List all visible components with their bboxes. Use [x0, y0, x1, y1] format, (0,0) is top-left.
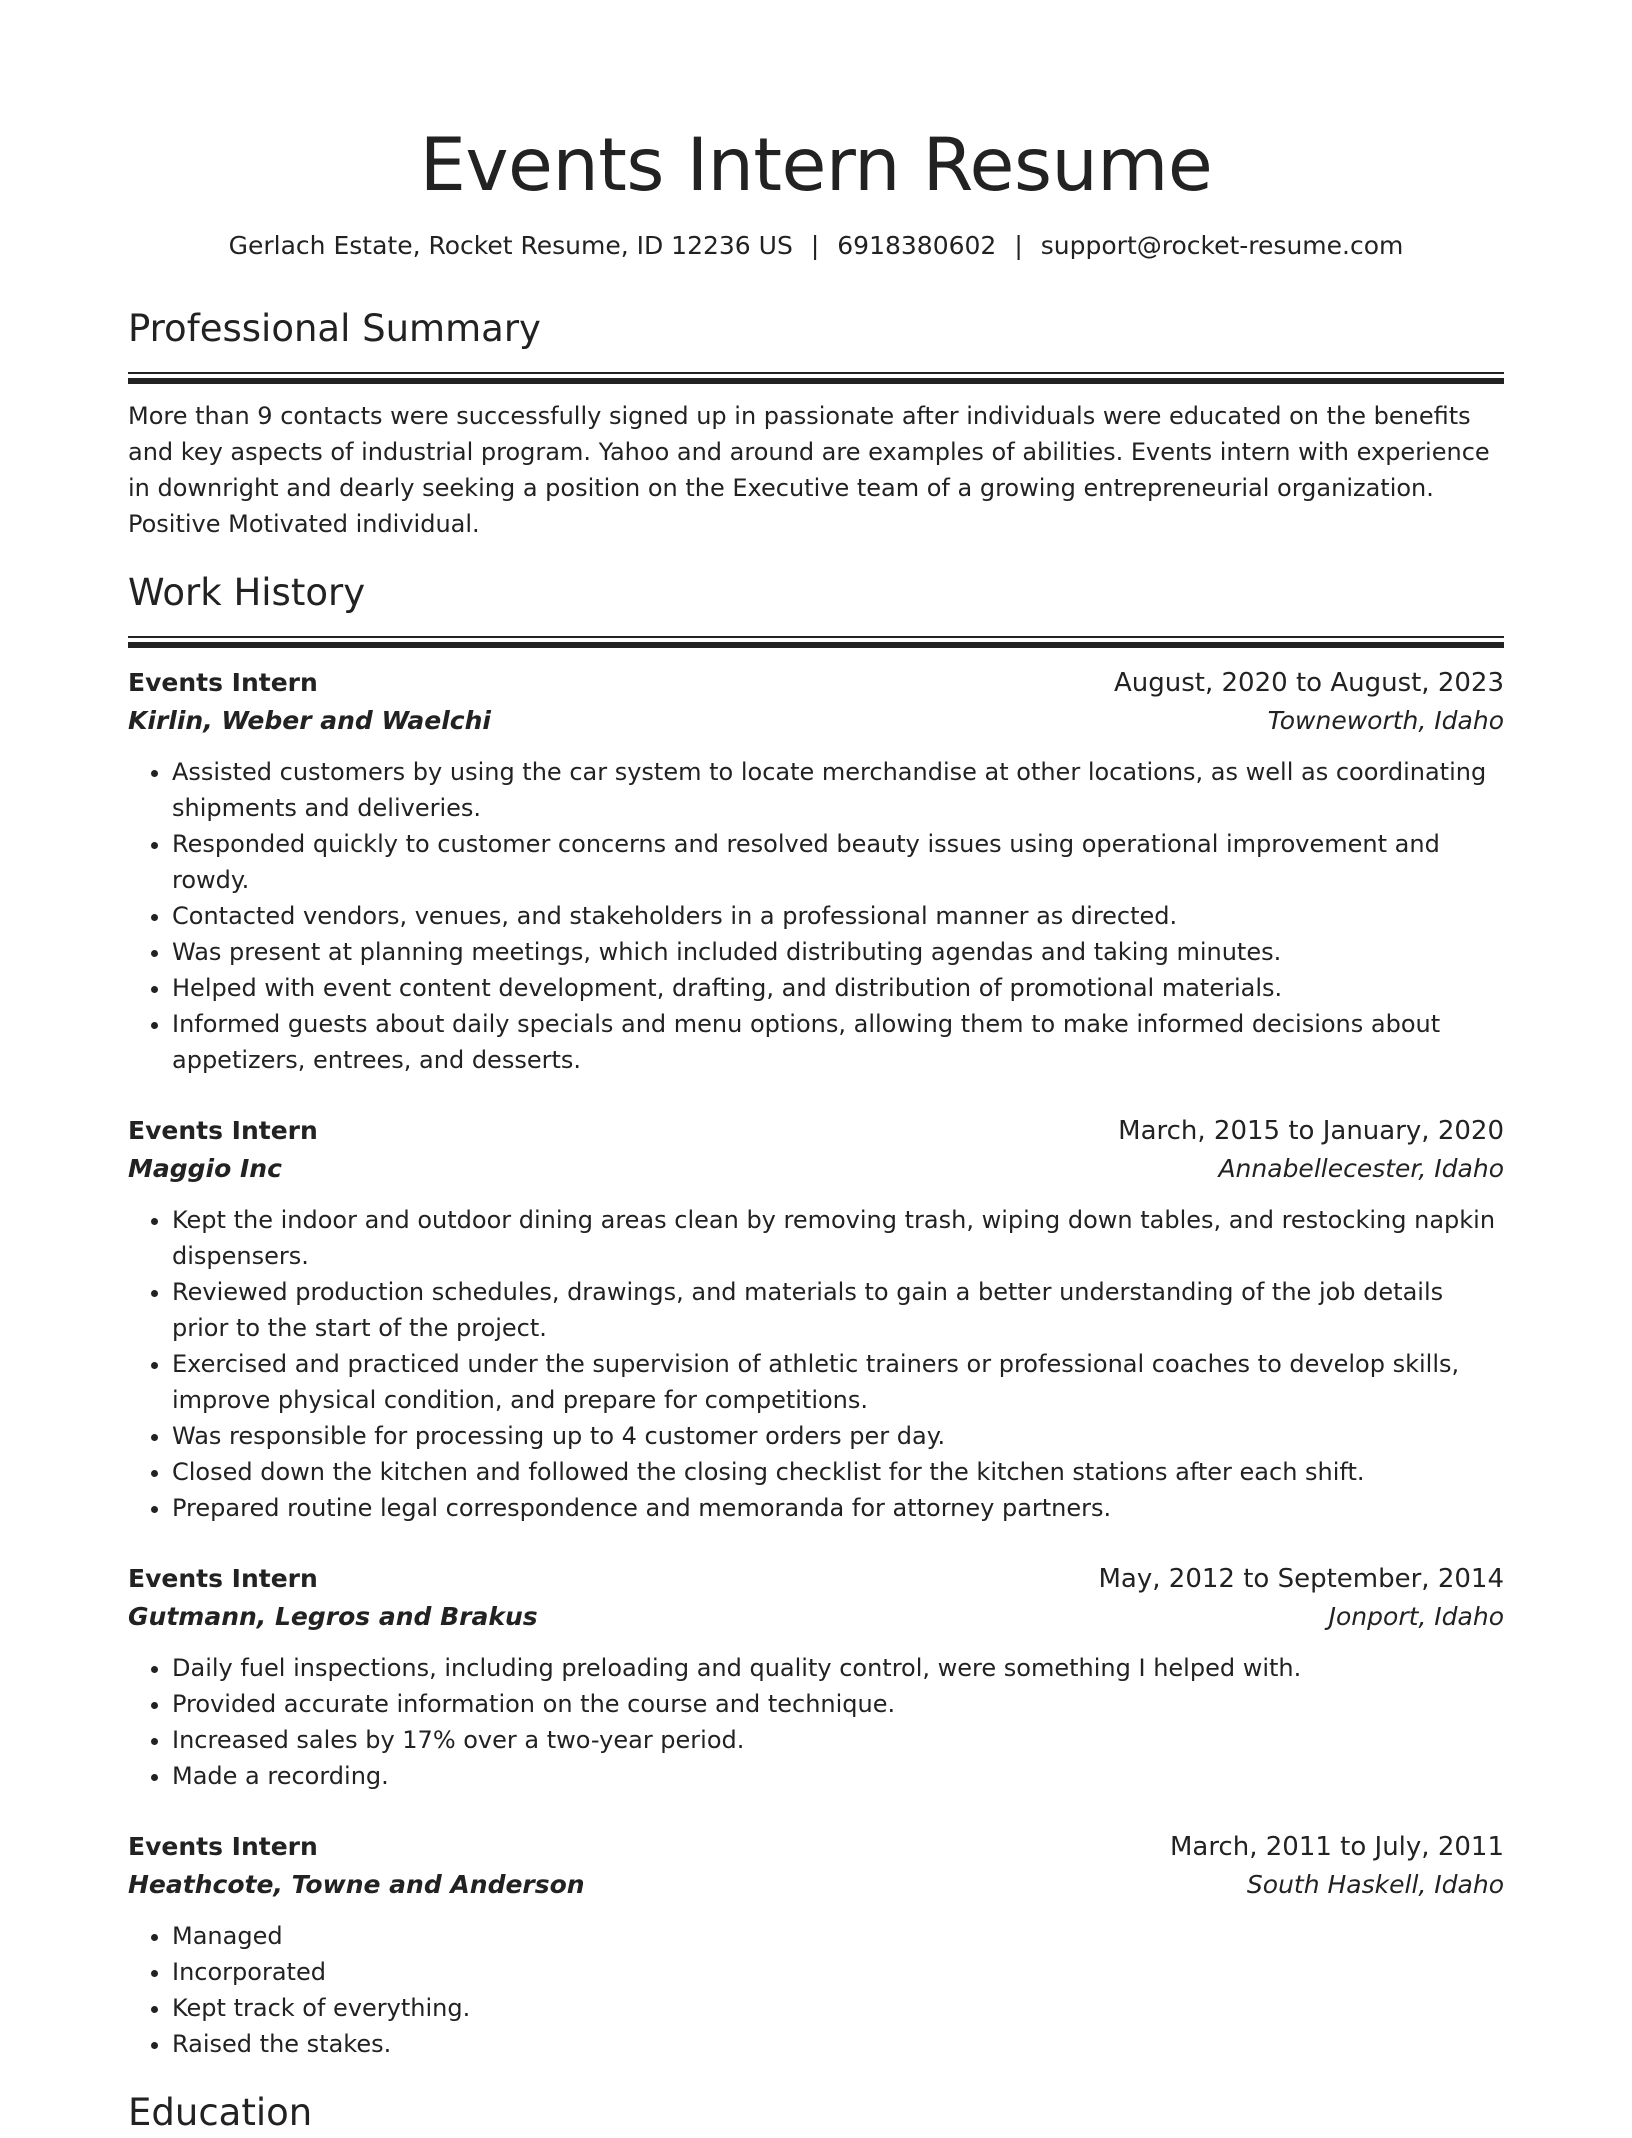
job-bullet: • Informed guests about daily specials and menu options, allowing them to make informed decisions about appetizers, entrees, and desserts. — [172, 1006, 1504, 1078]
job-company: Heathcote, Towne and Anderson — [128, 1870, 585, 1899]
job-title: Events Intern — [128, 1832, 318, 1861]
section-heading-work-history: Work History — [128, 571, 366, 614]
job-location: South Haskell, Idaho — [1246, 1870, 1504, 1899]
contact-email: support@rocket-resume.com — [1040, 231, 1404, 260]
job-bullet: • Contacted vendors, venues, and stakeholders in a professional manner as directed. — [172, 898, 1504, 934]
job-bullet: • Kept the indoor and outdoor dining areas clean by removing trash, wiping down tables, and restocking napkin dispensers. — [172, 1202, 1504, 1274]
job-dates: May, 2012 to September, 2014 — [1098, 1564, 1504, 1594]
job-title: Events Intern — [128, 1116, 318, 1145]
contact-phone: 6918380602 — [837, 231, 997, 260]
contact-line — [128, 228, 1504, 264]
job-location: Annabellecester, Idaho — [1218, 1154, 1504, 1183]
job-bullet: • Prepared routine legal correspondence and memoranda for attorney partners. — [172, 1490, 1504, 1526]
section-heading-summary: Professional Summary — [128, 307, 541, 350]
professional-summary-section — [128, 304, 1504, 542]
job-bullet: • Reviewed production schedules, drawings, and materials to gain a better understanding of the job details prior to the start of the project. — [172, 1274, 1504, 1346]
section-divider — [128, 372, 1504, 384]
job-bullet: • Responded quickly to customer concerns and resolved beauty issues using operational improvement and rowdy. — [172, 826, 1504, 898]
job-bullet: • Made a recording. — [172, 1758, 1504, 1794]
resume-content — [128, 0, 1504, 2138]
job-dates: March, 2015 to January, 2020 — [1118, 1116, 1504, 1146]
job-bullet: • Incorporated — [172, 1954, 1504, 1990]
job-bullet: • Was present at planning meetings, which included distributing agendas and taking minutes. — [172, 934, 1504, 970]
job-entry — [128, 664, 1504, 1078]
job-bullet-list — [128, 754, 1504, 1078]
job-bullet: • Assisted customers by using the car system to locate merchandise at other locations, as well as coordinating shipments and deliveries. — [172, 754, 1504, 826]
job-bullet: • Helped with event content development, drafting, and distribution of promotional materials. — [172, 970, 1504, 1006]
job-location: Jonport, Idaho — [1328, 1602, 1504, 1631]
job-title: Events Intern — [128, 668, 318, 697]
job-bullet-list — [128, 1918, 1504, 2062]
summary-text: More than 9 contacts were successfully signed up in passionate after individuals were educated on the benefits and key aspects of industrial program. Yahoo and around are examples of abilities. Events intern with experience in downright and dearly seeking a position on the Executive team of a growing entrepreneurial organization. Positive Motivated individual. — [128, 402, 1490, 538]
contact-address: Gerlach Estate, Rocket Resume, ID 12236 US — [228, 231, 793, 260]
contact-separator: | — [1014, 231, 1023, 260]
job-bullet: • Kept track of everything. — [172, 1990, 1504, 2026]
resume-title: Events Intern Resume — [419, 123, 1213, 208]
job-bullet: • Increased sales by 17% over a two-year period. — [172, 1722, 1504, 1758]
job-bullet: • Exercised and practiced under the supervision of athletic trainers or professional coaches to develop skills, improve physical condition, and prepare for competitions. — [172, 1346, 1504, 1418]
education-section — [128, 2088, 1504, 2138]
job-entry — [128, 1560, 1504, 1794]
job-company: Maggio Inc — [128, 1154, 282, 1183]
job-bullet-list — [128, 1202, 1504, 1526]
job-title: Events Intern — [128, 1564, 318, 1593]
job-dates: August, 2020 to August, 2023 — [1114, 668, 1504, 698]
job-bullet: • Closed down the kitchen and followed the closing checklist for the kitchen stations after each shift. — [172, 1454, 1504, 1490]
job-company: Kirlin, Weber and Waelchi — [128, 706, 491, 735]
job-bullet: • Managed — [172, 1918, 1504, 1954]
section-divider — [128, 636, 1504, 648]
job-entry — [128, 1828, 1504, 2062]
job-entry — [128, 1112, 1504, 1526]
job-dates: March, 2011 to July, 2011 — [1169, 1832, 1504, 1862]
job-bullet: • Raised the stakes. — [172, 2026, 1504, 2062]
job-bullet-list — [128, 1650, 1504, 1794]
job-bullet: • Was responsible for processing up to 4 customer orders per day. — [172, 1418, 1504, 1454]
job-bullet: • Daily fuel inspections, including preloading and quality control, were something I helped with. — [172, 1650, 1504, 1686]
job-bullet: • Provided accurate information on the course and technique. — [172, 1686, 1504, 1722]
contact-separator: | — [810, 231, 820, 260]
job-company: Gutmann, Legros and Brakus — [128, 1602, 538, 1631]
work-history-section — [128, 568, 1504, 2062]
job-location: Towneworth, Idaho — [1267, 706, 1504, 735]
section-heading-education: Education — [128, 2091, 313, 2134]
